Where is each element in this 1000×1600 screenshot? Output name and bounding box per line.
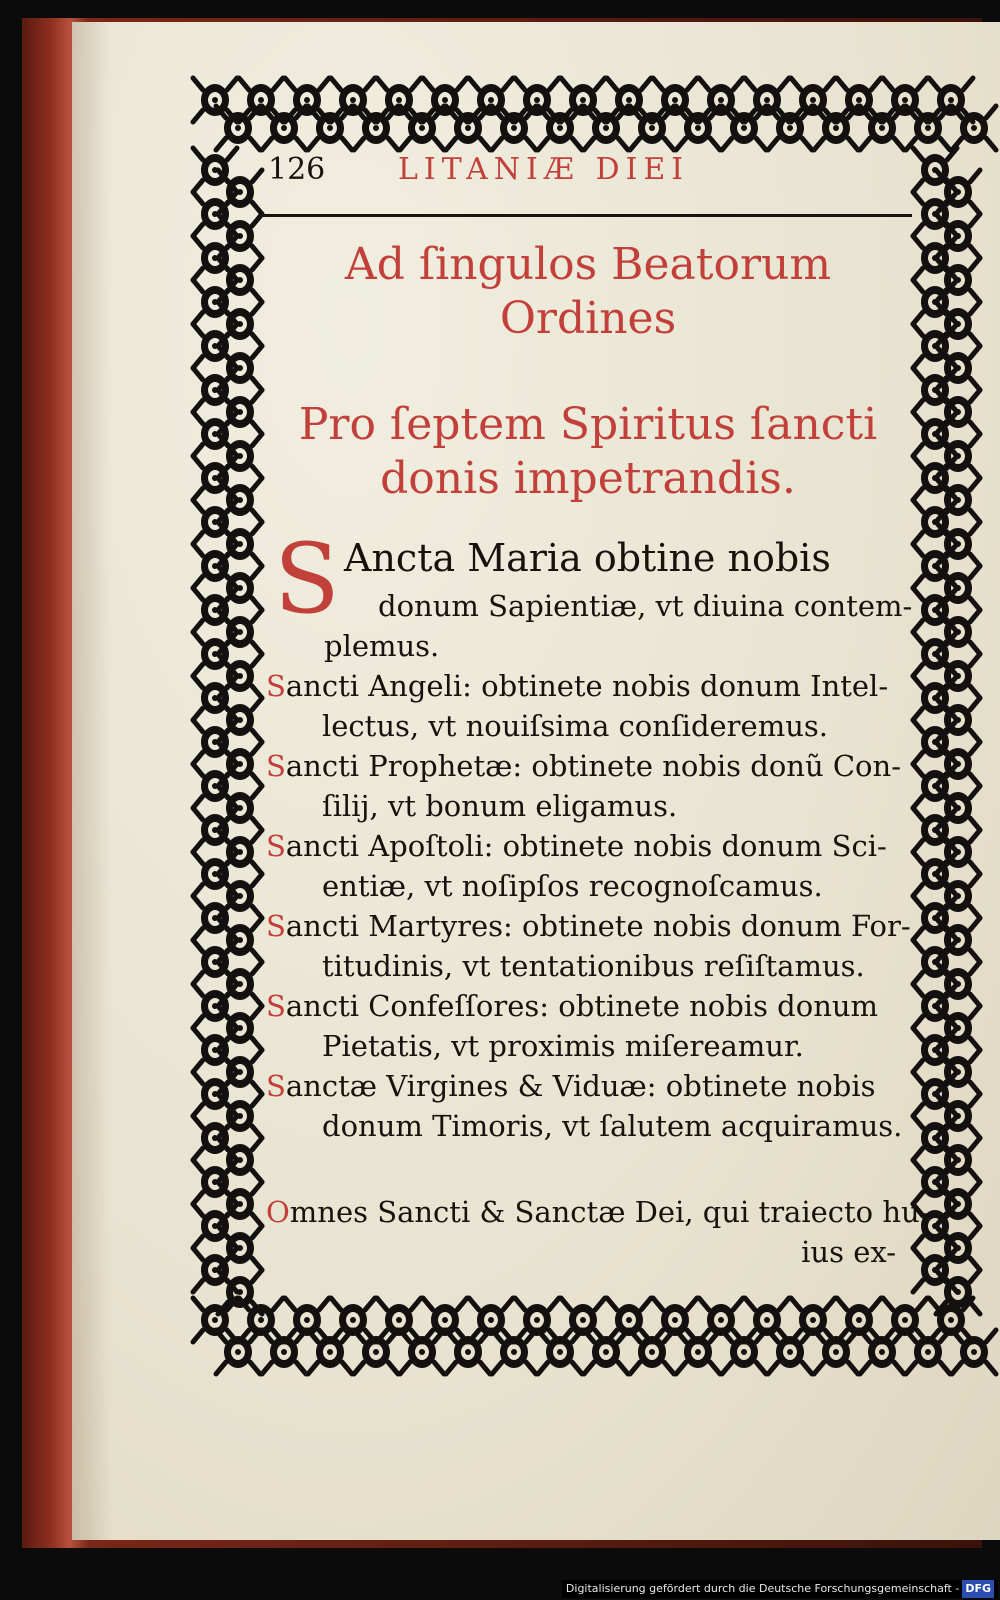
border-ornament bbox=[377, 1298, 421, 1342]
text-line: ſilij, vt bonum eligamus. bbox=[322, 789, 678, 823]
text-line: ancti Apoſtoli: obtinete nobis donum Sci- bbox=[285, 829, 887, 863]
border-ornament bbox=[906, 1330, 950, 1374]
text-line: ancti Martyres: obtinete nobis donum For- bbox=[285, 909, 911, 943]
page-number: 126 bbox=[268, 152, 326, 187]
border-ornament bbox=[936, 1270, 980, 1314]
section-heading bbox=[268, 238, 908, 346]
border-ornament bbox=[308, 1330, 352, 1374]
litany-petition bbox=[266, 826, 916, 906]
litany-petition bbox=[266, 906, 916, 986]
running-title: LITANIÆ DIEI bbox=[398, 152, 690, 187]
border-ornament bbox=[722, 1330, 766, 1374]
border-ornament bbox=[952, 106, 996, 150]
border-ornament bbox=[952, 1330, 996, 1374]
border-ornament bbox=[561, 1298, 605, 1342]
border-ornament bbox=[331, 1298, 375, 1342]
litany-closing-petition bbox=[266, 1192, 930, 1272]
border-ornament bbox=[630, 1330, 674, 1374]
text-line: donum Timoris, vt ſalutem acquiramus. bbox=[322, 1109, 903, 1143]
border-ornament bbox=[446, 1330, 490, 1374]
text-line: ancti Prophetæ: obtinete nobis donũ Con- bbox=[285, 749, 901, 783]
heading-line: Ordines bbox=[499, 293, 677, 344]
rubric-initial: S bbox=[266, 989, 286, 1023]
border-ornament bbox=[676, 1330, 720, 1374]
litany-text bbox=[266, 523, 930, 1272]
text-line: plemus. bbox=[324, 629, 440, 663]
litany-petition bbox=[266, 666, 916, 746]
heading-line: donis impetrandis. bbox=[380, 453, 796, 504]
border-ornament bbox=[699, 1298, 743, 1342]
text-line: titudinis, vt tentationibus reſiſtamus. bbox=[322, 949, 865, 983]
border-ornament bbox=[218, 1270, 262, 1314]
rubric-initial: S bbox=[266, 749, 286, 783]
border-ornament bbox=[423, 1298, 467, 1342]
border-ornament bbox=[193, 1298, 237, 1342]
digitization-credit bbox=[562, 1580, 998, 1598]
border-ornament bbox=[607, 1298, 651, 1342]
catchword-line: ius ex- bbox=[801, 1235, 896, 1269]
border-ornament bbox=[837, 1298, 881, 1342]
litany-petition bbox=[266, 746, 916, 826]
heading-line: Pro ſeptem Spiritus ſancti bbox=[298, 399, 878, 450]
drop-cap: S bbox=[274, 523, 340, 635]
border-ornament bbox=[216, 1330, 260, 1374]
border-ornament bbox=[653, 1298, 697, 1342]
border-ornament bbox=[469, 1298, 513, 1342]
litany-petition bbox=[266, 986, 916, 1066]
paragraph-gap bbox=[266, 1146, 916, 1192]
rubric-initial: S bbox=[266, 909, 286, 943]
rubric-initial: S bbox=[266, 669, 286, 703]
text-line: donum Sapientiæ, vt diuina contem- bbox=[378, 589, 913, 623]
border-ornament bbox=[354, 1330, 398, 1374]
border-ornament bbox=[515, 1298, 559, 1342]
credit-text: Digitalisierung gefördert durch die Deutsche Forschungsgemeinschaft - bbox=[565, 1582, 960, 1595]
border-ornament bbox=[285, 1298, 329, 1342]
border-ornament bbox=[883, 1298, 927, 1342]
header-rule bbox=[262, 214, 912, 217]
border-ornament bbox=[492, 1330, 536, 1374]
text-line: Pietatis, vt proximis miſereamur. bbox=[322, 1029, 804, 1063]
text-line: mnes Sancti & Sanctæ Dei, qui traiecto hu- bbox=[289, 1195, 930, 1229]
heading-line: Ad ſingulos Beatorum bbox=[344, 239, 832, 290]
subsection-heading bbox=[268, 398, 908, 506]
border-ornament bbox=[814, 1330, 858, 1374]
rubric-initial: S bbox=[266, 829, 286, 863]
border-ornament bbox=[584, 1330, 628, 1374]
rubric-initial: O bbox=[266, 1195, 290, 1229]
running-head bbox=[268, 152, 908, 198]
text-line: ancti Confeſſores: obtinete nobis donum bbox=[285, 989, 879, 1023]
border-ornament bbox=[262, 1330, 306, 1374]
litany-petition bbox=[266, 1066, 916, 1146]
border-ornament bbox=[791, 1298, 835, 1342]
text-line: ancti Angeli: obtinete nobis donum Intel- bbox=[285, 669, 889, 703]
border-ornament bbox=[400, 1330, 444, 1374]
litany-petition-first bbox=[266, 523, 916, 666]
border-ornament bbox=[768, 1330, 812, 1374]
dfg-logo: DFG bbox=[962, 1580, 994, 1598]
text-line: lectus, vt nouiſsima conſideremus. bbox=[322, 709, 828, 743]
border-ornament bbox=[860, 1330, 904, 1374]
rubric-initial: S bbox=[266, 1069, 286, 1103]
text-line: Ancta Maria obtine nobis bbox=[344, 536, 831, 580]
text-line: entiæ, vt noſipſos recognoſcamus. bbox=[322, 869, 823, 903]
text-line: anctæ Virgines & Viduæ: obtinete nobis bbox=[285, 1069, 876, 1103]
border-ornament bbox=[745, 1298, 789, 1342]
border-ornament bbox=[538, 1330, 582, 1374]
